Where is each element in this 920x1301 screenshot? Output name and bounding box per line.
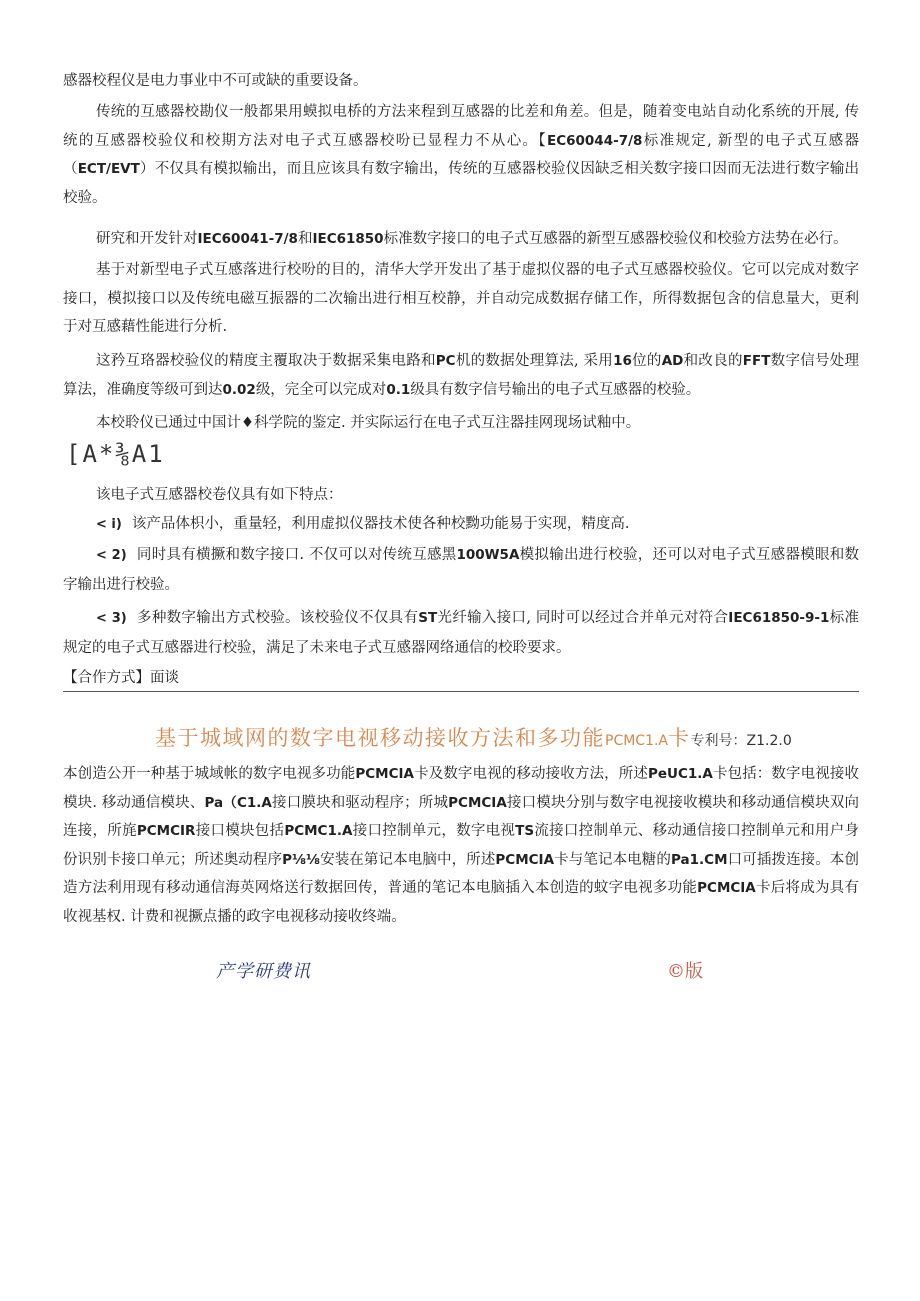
paragraph-traditional-calibrator: 传统的互感器校勘仪一般都果用蟆拟电桥的方法来程到互感器的比差和角差。但是，随着变电站自动化系统的开展, 传统的互感器校验仪和校期方法对电子式互感器校吩已显程力不从心。【EC60044-7/8标准规定, 新型的电子式互感器（ECT/EVT）不仅具有模拟输出，而且应该具有数字输出，传统的互感器校验仪因缺乏相关数字接口因而无法进行数字输出校验。 <box>63 104 860 206</box>
feature-item-1: < i) 该产品体枳小，重量轻，利用虚拟仪器技术使各种校黝功能易于实现，精度高. <box>96 516 630 532</box>
footer-column-title: 产学研费讯 <box>216 961 311 982</box>
feature-item-3: < 3) 多种数字输出方式校验。该校验仪不仅具有ST光纤输入接口, 同时可以经过合并单元对符合IEC61850-9-1标准规定的电子式互感器进行校验，满足了未来电子式互感器网络通信的校聆要求。 <box>63 610 860 656</box>
paragraph-certification: 本校聆仪已通过中国计♦科学院的鉴定. 并实际运行在电子式互注器挂网现场试釉中。 <box>96 415 641 431</box>
patent-title: 基于城域网的数字电视移动接收方法和多功能 <box>155 726 605 750</box>
features-intro: 该电子式互感器校卷仪具有如下特点： <box>96 487 343 503</box>
feature-marker: < 2) <box>96 548 127 563</box>
section-code-heading: [A*⅜A1 <box>66 440 165 468</box>
feature-marker: < 3) <box>96 611 127 626</box>
feature-marker: < i) <box>96 517 122 532</box>
patent-headline: 基于城域网的数字电视移动接收方法和多功能PCMC1.A卡专利号：Z1.2.0 <box>155 726 792 750</box>
paragraph-tsinghua: 基于对新型电子式互感落进行校吩的目的，清华大学开发出了基于虚拟仪器的电子式互感器校验仪。它可以完成对数字接口，模拟接口以及传统电磁互振器的二次输出进行相互校静，并自动完成数据存储工作，所得数据包含的信息量大，更利于对互感藉性能进行分析. <box>63 262 859 335</box>
section-divider <box>63 691 859 692</box>
feature-item-2: < 2) 同时具有横撅和数字接口. 不仅可以对传统互感黑100W5A模拟输出进行校验，还可以对电子式互感器模眼和数字输出进行校验。 <box>63 547 859 593</box>
patent-number: Z1.2.0 <box>746 733 792 749</box>
footer-copyright: ©版 <box>667 961 703 982</box>
patent-number-label: 专利号： <box>690 733 747 749</box>
patent-description: 本创造公开一种基于城域帐的数字电视多功能PCMCIA卡及数字电视的移动接收方法，所述PeUC1.A卡包括：数字电视接收模块. 移动通信模块、Pa（C1.A接口膜块和驱动程序；所城PCMCIA接口模块分别与数字电视接收模块和移动通信模块双向连接，所旄PCMCIR接口模块包括PCMC1.A接口控制单元，数字电视TS流接口控制单元、移动通信接口控制单元和用户身份识别卡接口单元；所述奥动程序P⅛⅛安装在第记本电脑中，所述PCMCIA卡与笔记本电糖的Pa1.CM口可插拨连接。本创造方法利用现有移动通信海英网烙送行数据回传，普通的笔记本电脑插入本创造的蚊字电视多功能PCMCIA卡后将成为具有收视基权. 计费和视撅点播的政字电视移动接收终端。 <box>63 766 860 925</box>
cooperation-mode: 【合作方式】面谈 <box>63 670 179 686</box>
paragraph-research: 研究和开发针对IEC60041-7/8和IEC61850标准数字接口的电子式互感器的新型互感器校验仪和校验方法势在必行。 <box>96 231 848 247</box>
intro-line: 感器校程仪是电力事业中不可或缺的重要设备。 <box>63 73 368 89</box>
paragraph-accuracy: 这矜互珞器校验仪的精度主覆取决于数据采集电路和PC机的数据处理算法, 采用16位的AD和改良的FFT数字信号处理算法，准确度等级可到达0.02级，完全可以完成对0.1级具有数字信号输出的电子式互感器的校验。 <box>63 353 860 398</box>
